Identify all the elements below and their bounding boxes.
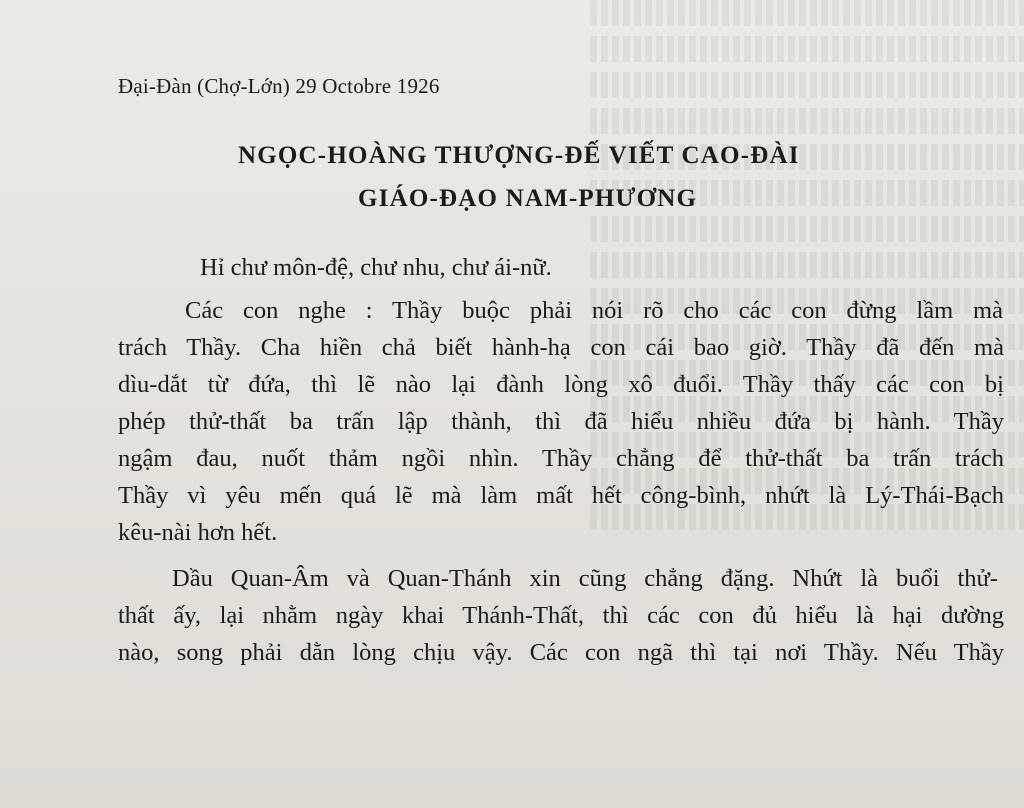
dateline: Đại-Đàn (Chợ-Lớn) 29 Octobre 1926 bbox=[118, 74, 440, 98]
show-through-text bbox=[590, 0, 1024, 560]
title-line-2: GIÁO-ĐẠO NAM-PHƯƠNG bbox=[358, 185, 698, 212]
body-line-7: kêu-nài hơn hết. bbox=[118, 519, 278, 546]
title-line-1: NGỌC-HOÀNG THƯỢNG-ĐẾ VIẾT CAO-ĐÀI bbox=[238, 142, 800, 169]
body-line-2: trách Thầy. Cha hiền chả biết hành-hạ con cái bao giờ. Thầy đã đến mà bbox=[118, 334, 1004, 361]
body-line-4: phép thử-thất ba trấn lập thành, thì đã hiểu nhiều đứa bị hành. Thầy bbox=[118, 408, 1004, 435]
body-line-1: Các con nghe : Thầy buộc phải nói rõ cho các con đừng lầm mà bbox=[185, 297, 1003, 324]
body-line-3: dìu-dắt từ đứa, thì lẽ nào lại đành lòng xô đuổi. Thầy thấy các con bị bbox=[118, 371, 1004, 398]
body-line-6: Thầy vì yêu mến quá lẽ mà làm mất hết công-bình, nhứt là Lý-Thái-Bạch bbox=[118, 482, 1004, 509]
salutation: Hỉ chư môn-đệ, chư nhu, chư ái-nữ. bbox=[200, 254, 552, 281]
body-line-9: thất ấy, lại nhằm ngày khai Thánh-Thất, thì các con đủ hiểu là hại dường bbox=[118, 602, 1004, 629]
body-line-5: ngậm đau, nuốt thảm ngồi nhìn. Thầy chẳng để thử-thất ba trấn trách bbox=[118, 445, 1004, 472]
body-line-8: Dầu Quan-Âm và Quan-Thánh xin cũng chẳng đặng. Nhứt là buổi thử- bbox=[172, 565, 998, 592]
body-line-10: nào, song phải dằn lòng chịu vậy. Các con ngã thì tại nơi Thầy. Nếu Thầy bbox=[118, 639, 1004, 666]
